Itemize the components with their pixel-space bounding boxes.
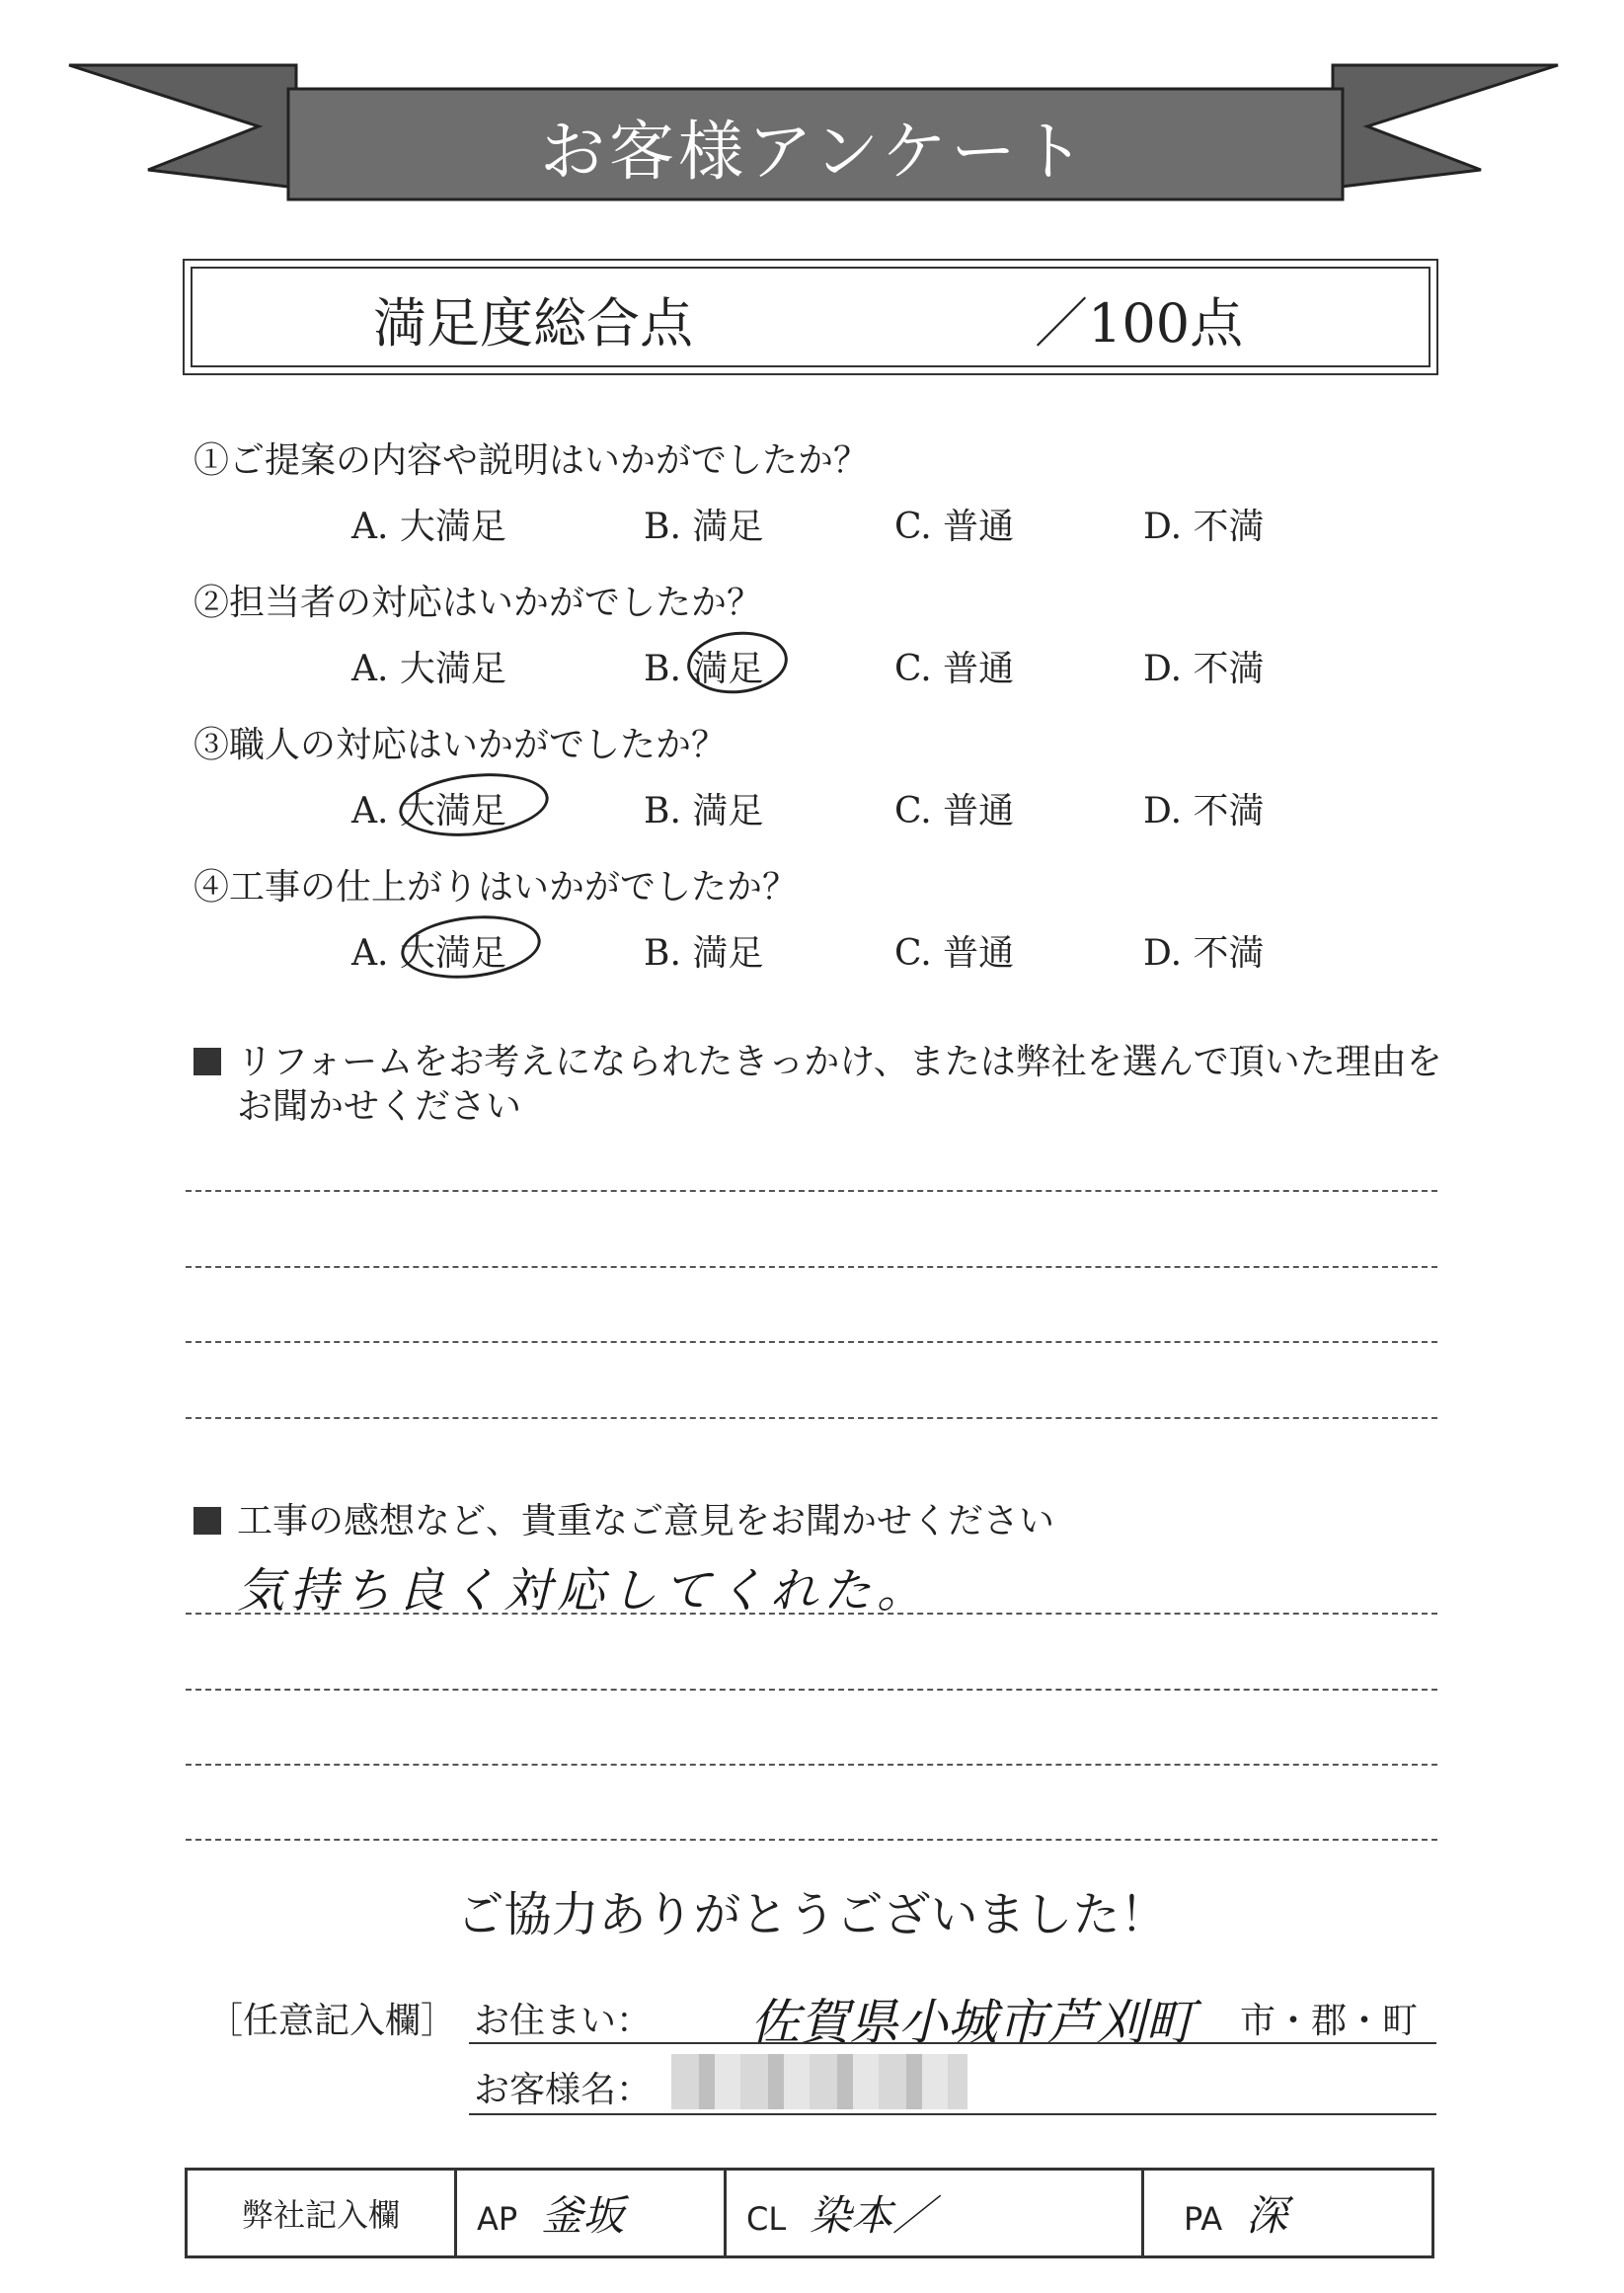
staff-pa-cell [1143, 2170, 1433, 2257]
address-underline [469, 2042, 1436, 2044]
address-value[interactable]: 佐賀県小城市芦刈町 [750, 1994, 1195, 2051]
section-reason-heading [193, 1034, 1442, 1084]
q4-option-a[interactable]: A. 大満足 [351, 933, 506, 974]
q2-option-d[interactable]: D. 不満 [1143, 649, 1265, 689]
q3-option-c[interactable]: C. 普通 [894, 791, 1015, 831]
square-bullet-icon [193, 1507, 221, 1535]
q1-option-c[interactable]: C. 普通 [894, 507, 1015, 547]
staff-label: 弊社記入欄 [187, 2170, 456, 2257]
cl-label: CL [746, 2200, 787, 2238]
banner-left-ribbon [69, 65, 296, 188]
staff-cl-cell [726, 2170, 1143, 2257]
section-reason-line1: リフォームをお考えになられたきっかけ、または弊社を選んで頂いた理由を [237, 1042, 1442, 1082]
answer-line [186, 1839, 1437, 1841]
staff-table [185, 2168, 1434, 2258]
answer-line [186, 1190, 1437, 1192]
q2-option-b[interactable]: B. 満足 [644, 649, 764, 689]
q1-option-d[interactable]: D. 不満 [1143, 507, 1265, 547]
q4-option-c[interactable]: C. 普通 [894, 933, 1015, 974]
cl-value[interactable]: 染本／ [810, 2191, 935, 2240]
staff-ap-cell [456, 2170, 726, 2257]
q1-option-a[interactable]: A. 大満足 [351, 507, 506, 547]
question-2: ②担当者の対応はいかがでしたか？ [193, 583, 763, 623]
ap-value[interactable]: 釜坂 [541, 2191, 625, 2240]
section-impression-label: 工事の感想など、貴重なご意見をお聞かせください [237, 1501, 1055, 1542]
answer-line [186, 1266, 1437, 1268]
q1-option-b[interactable]: B. 満足 [644, 507, 764, 547]
question-1: ①ご提案の内容や説明はいかがでしたか？ [193, 440, 870, 481]
q3-option-b[interactable]: B. 満足 [644, 791, 764, 831]
q4-option-d[interactable]: D. 不満 [1143, 933, 1265, 974]
score-max: ／100点 [1035, 292, 1244, 355]
question-3: ③職人の対応はいかがでしたか？ [193, 725, 728, 765]
name-label: お客様名： [474, 2070, 653, 2110]
pa-value[interactable]: 深 [1246, 2191, 1288, 2240]
address-label: お住まい： [474, 2001, 653, 2041]
section-reason-line2: お聞かせください [237, 1086, 522, 1127]
address-suffix: 市・郡・町 [1240, 2001, 1419, 2041]
question-4: ④工事の仕上がりはいかがでしたか？ [193, 867, 799, 908]
answer-line [186, 1689, 1437, 1691]
score-label: 満足度総合点 [373, 292, 693, 355]
answer-line [186, 1417, 1437, 1419]
q3-option-d[interactable]: D. 不満 [1143, 791, 1265, 831]
pa-label: PA [1184, 2200, 1223, 2238]
q3-option-a[interactable]: A. 大満足 [351, 791, 506, 831]
ap-label: AP [477, 2200, 518, 2238]
answer-line [186, 1613, 1437, 1615]
optional-label: ［任意記入欄］ [207, 2001, 457, 2041]
thanks-message: ご協力ありがとうございました！ [456, 1887, 1168, 1942]
q4-option-b[interactable]: B. 満足 [644, 933, 764, 974]
customer-name-redacted [671, 2054, 967, 2109]
name-underline [469, 2113, 1436, 2115]
q2-option-a[interactable]: A. 大満足 [351, 649, 506, 689]
section-impression-answer[interactable]: 気持ち良く対応してくれた。 [237, 1563, 931, 1619]
section-impression-heading [193, 1493, 1054, 1543]
answer-line [186, 1764, 1437, 1766]
answer-line [186, 1341, 1437, 1343]
q2-option-c[interactable]: C. 普通 [894, 649, 1015, 689]
banner-right-ribbon [1333, 65, 1558, 188]
square-bullet-icon [193, 1048, 221, 1075]
page-title: お客様アンケート [539, 113, 1090, 190]
